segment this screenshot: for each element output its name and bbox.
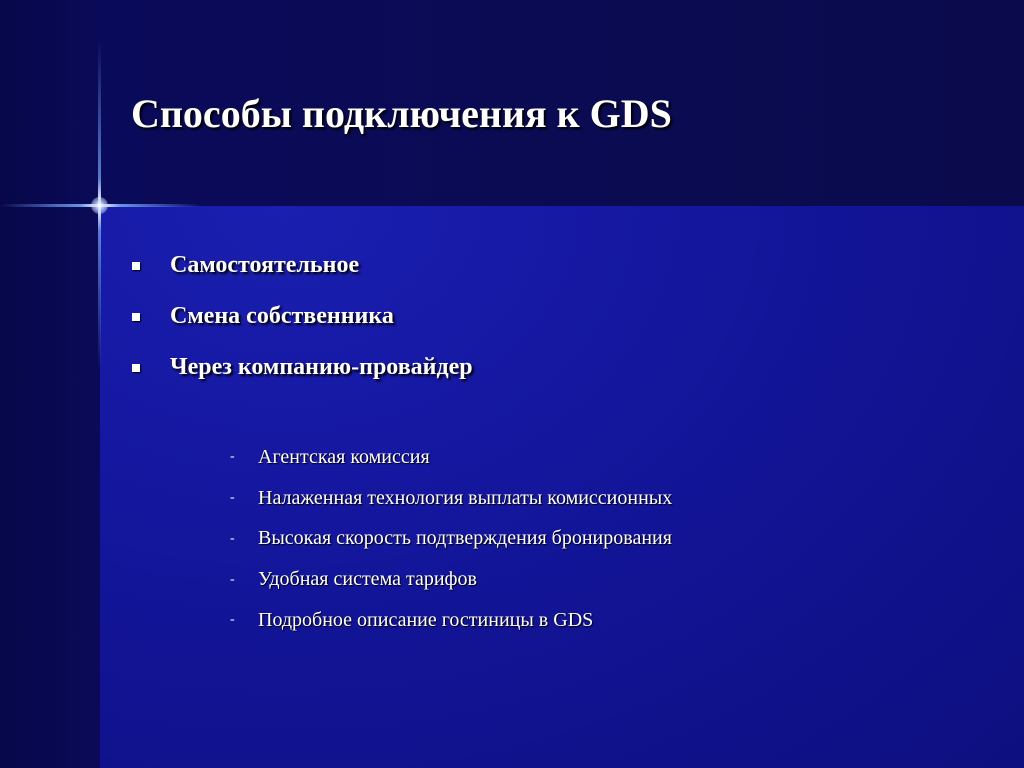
bullet-item (128, 342, 473, 393)
dash-marker: - (230, 530, 235, 546)
square-bullet-icon (132, 364, 140, 372)
dash-marker: - (230, 490, 235, 506)
sub-list-item (230, 519, 672, 560)
sub-list-item (230, 478, 672, 519)
bullet-item (128, 240, 473, 291)
bullet-item (128, 291, 473, 342)
main-bullet-list (128, 240, 473, 393)
sub-item-label: Налаженная технология выплаты комиссионных (258, 486, 673, 509)
sub-item-label: Агентская комиссия (258, 445, 430, 468)
dash-marker: - (230, 612, 235, 628)
dash-marker: - (230, 571, 235, 587)
square-bullet-icon (132, 262, 140, 270)
sub-item-label: Высокая скорость подтверждения бронирования (258, 527, 672, 550)
sub-list-item (230, 600, 672, 641)
background-left-band (0, 0, 100, 768)
square-bullet-icon (132, 313, 140, 321)
bullet-label: Через компанию-провайдер (170, 354, 473, 380)
sub-item-label: Подробное описание гостиницы в GDS (258, 608, 594, 631)
sub-list-item (230, 559, 672, 600)
bullet-label: Самостоятельное (170, 252, 360, 278)
sparkle-star-icon (91, 197, 108, 214)
slide-title: Способы подключения к GDS (131, 91, 672, 136)
sub-item-label: Удобная система тарифов (258, 568, 477, 591)
bullet-label: Смена собственника (170, 303, 394, 329)
sub-list-item (230, 437, 672, 478)
dash-marker: - (230, 449, 235, 465)
sub-bullet-list (230, 437, 672, 641)
